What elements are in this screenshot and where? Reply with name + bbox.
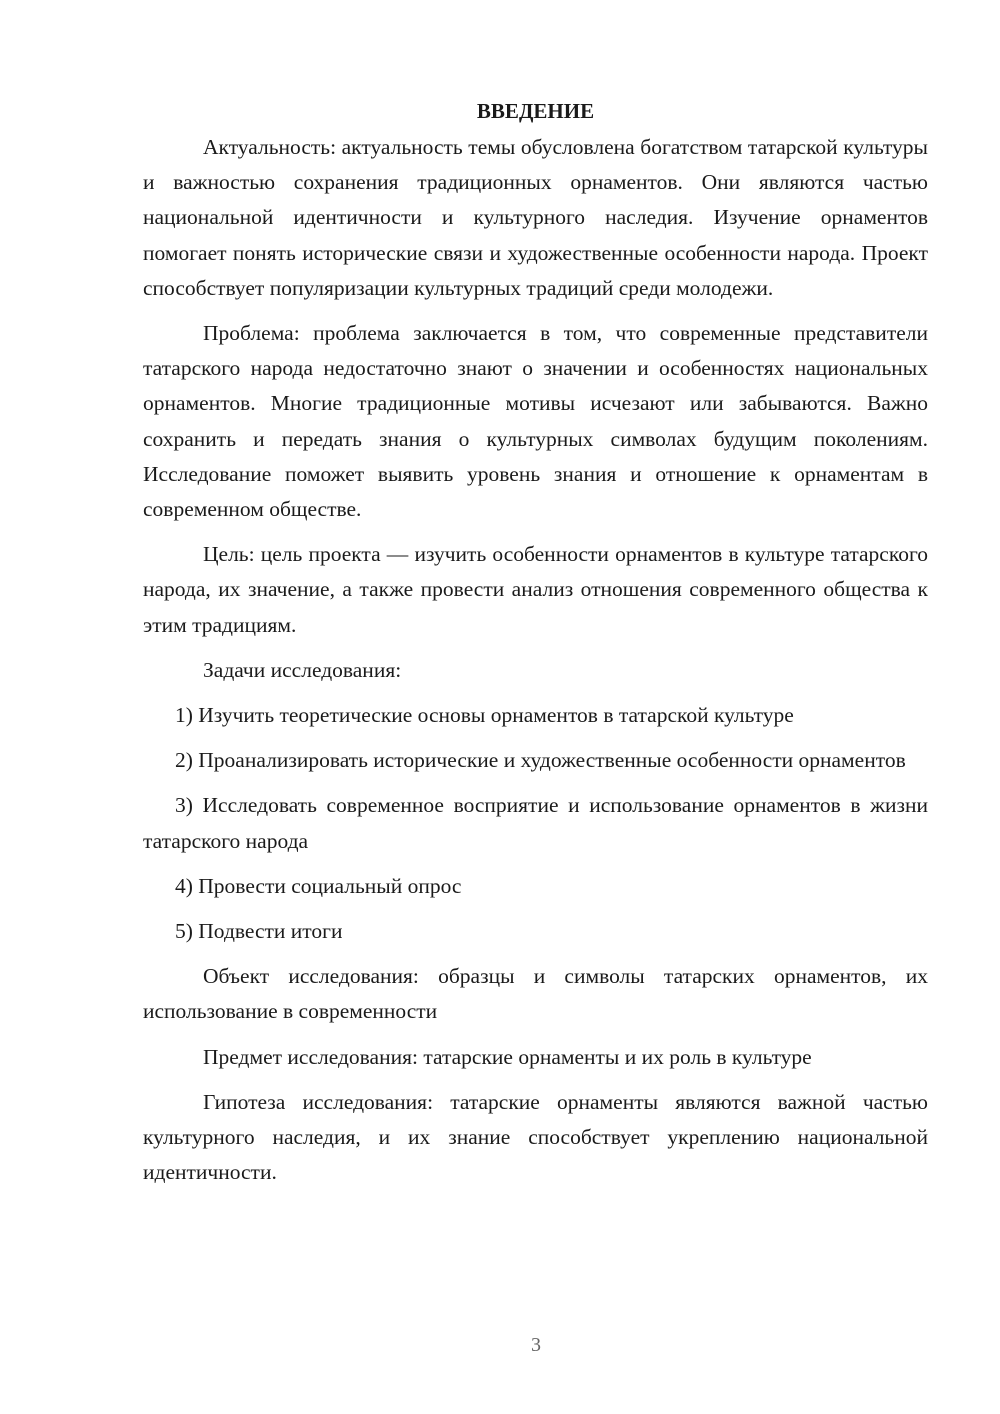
paragraph-problem: Проблема: проблема заключается в том, что современные представители татарского народа недостаточно знают о значении и особенностях национальных орнаментов. Многие традиционные мотивы исчезают или забываются. Важно сохранить и передать знания о культурных символах будущим поколениям. Исследование поможет выявить уровень знания и отношение к орнаментам в современном обществе. — [143, 321, 928, 522]
list-item-task-3: 3) Исследовать современное восприятие и использование орнаментов в жизни татарского народа — [143, 793, 928, 853]
tasks-heading: Задачи исследования: — [203, 657, 402, 682]
paragraph-hypothesis: Гипотеза исследования: татарские орнаменты являются важной частью культурного наследия, и их знание способствует укреплению национальной идентичности. — [143, 1089, 928, 1185]
list-item-task-5: 5) Подвести итоги — [175, 919, 343, 944]
paragraph-subject: Предмет исследования: татарские орнаменты и их роль в культуре — [203, 1044, 812, 1069]
document-page — [143, 96, 928, 1200]
paragraph-object: Объект исследования: образцы и символы татарских орнаментов, их использование в современности — [143, 964, 928, 1024]
page-title: ВВЕДЕНИЕ — [476, 99, 595, 123]
paragraph-relevance: Актуальность: актуальность темы обусловлена богатством татарской культуры и важностью сохранения традиционных орнаментов. Они являются частью национальной идентичности и культурного наследия. Изучение орнаментов помогает понять исторические связи и художественные особенности народа. Проект способствует популяризации культурных традиций среди молодежи. — [143, 135, 928, 300]
page-number: 3 — [531, 1334, 541, 1356]
list-item-task-4: 4) Провести социальный опрос — [175, 873, 462, 898]
list-item-task-2: 2) Проанализировать исторические и художественные особенности орнаментов — [175, 748, 906, 773]
list-item-task-1: 1) Изучить теоретические основы орнаментов в татарской культуре — [175, 703, 794, 728]
paragraph-goal: Цель: цель проекта — изучить особенности орнаментов в культуре татарского народа, их значение, а также провести анализ отношения современного общества к этим традициям. — [143, 542, 928, 637]
